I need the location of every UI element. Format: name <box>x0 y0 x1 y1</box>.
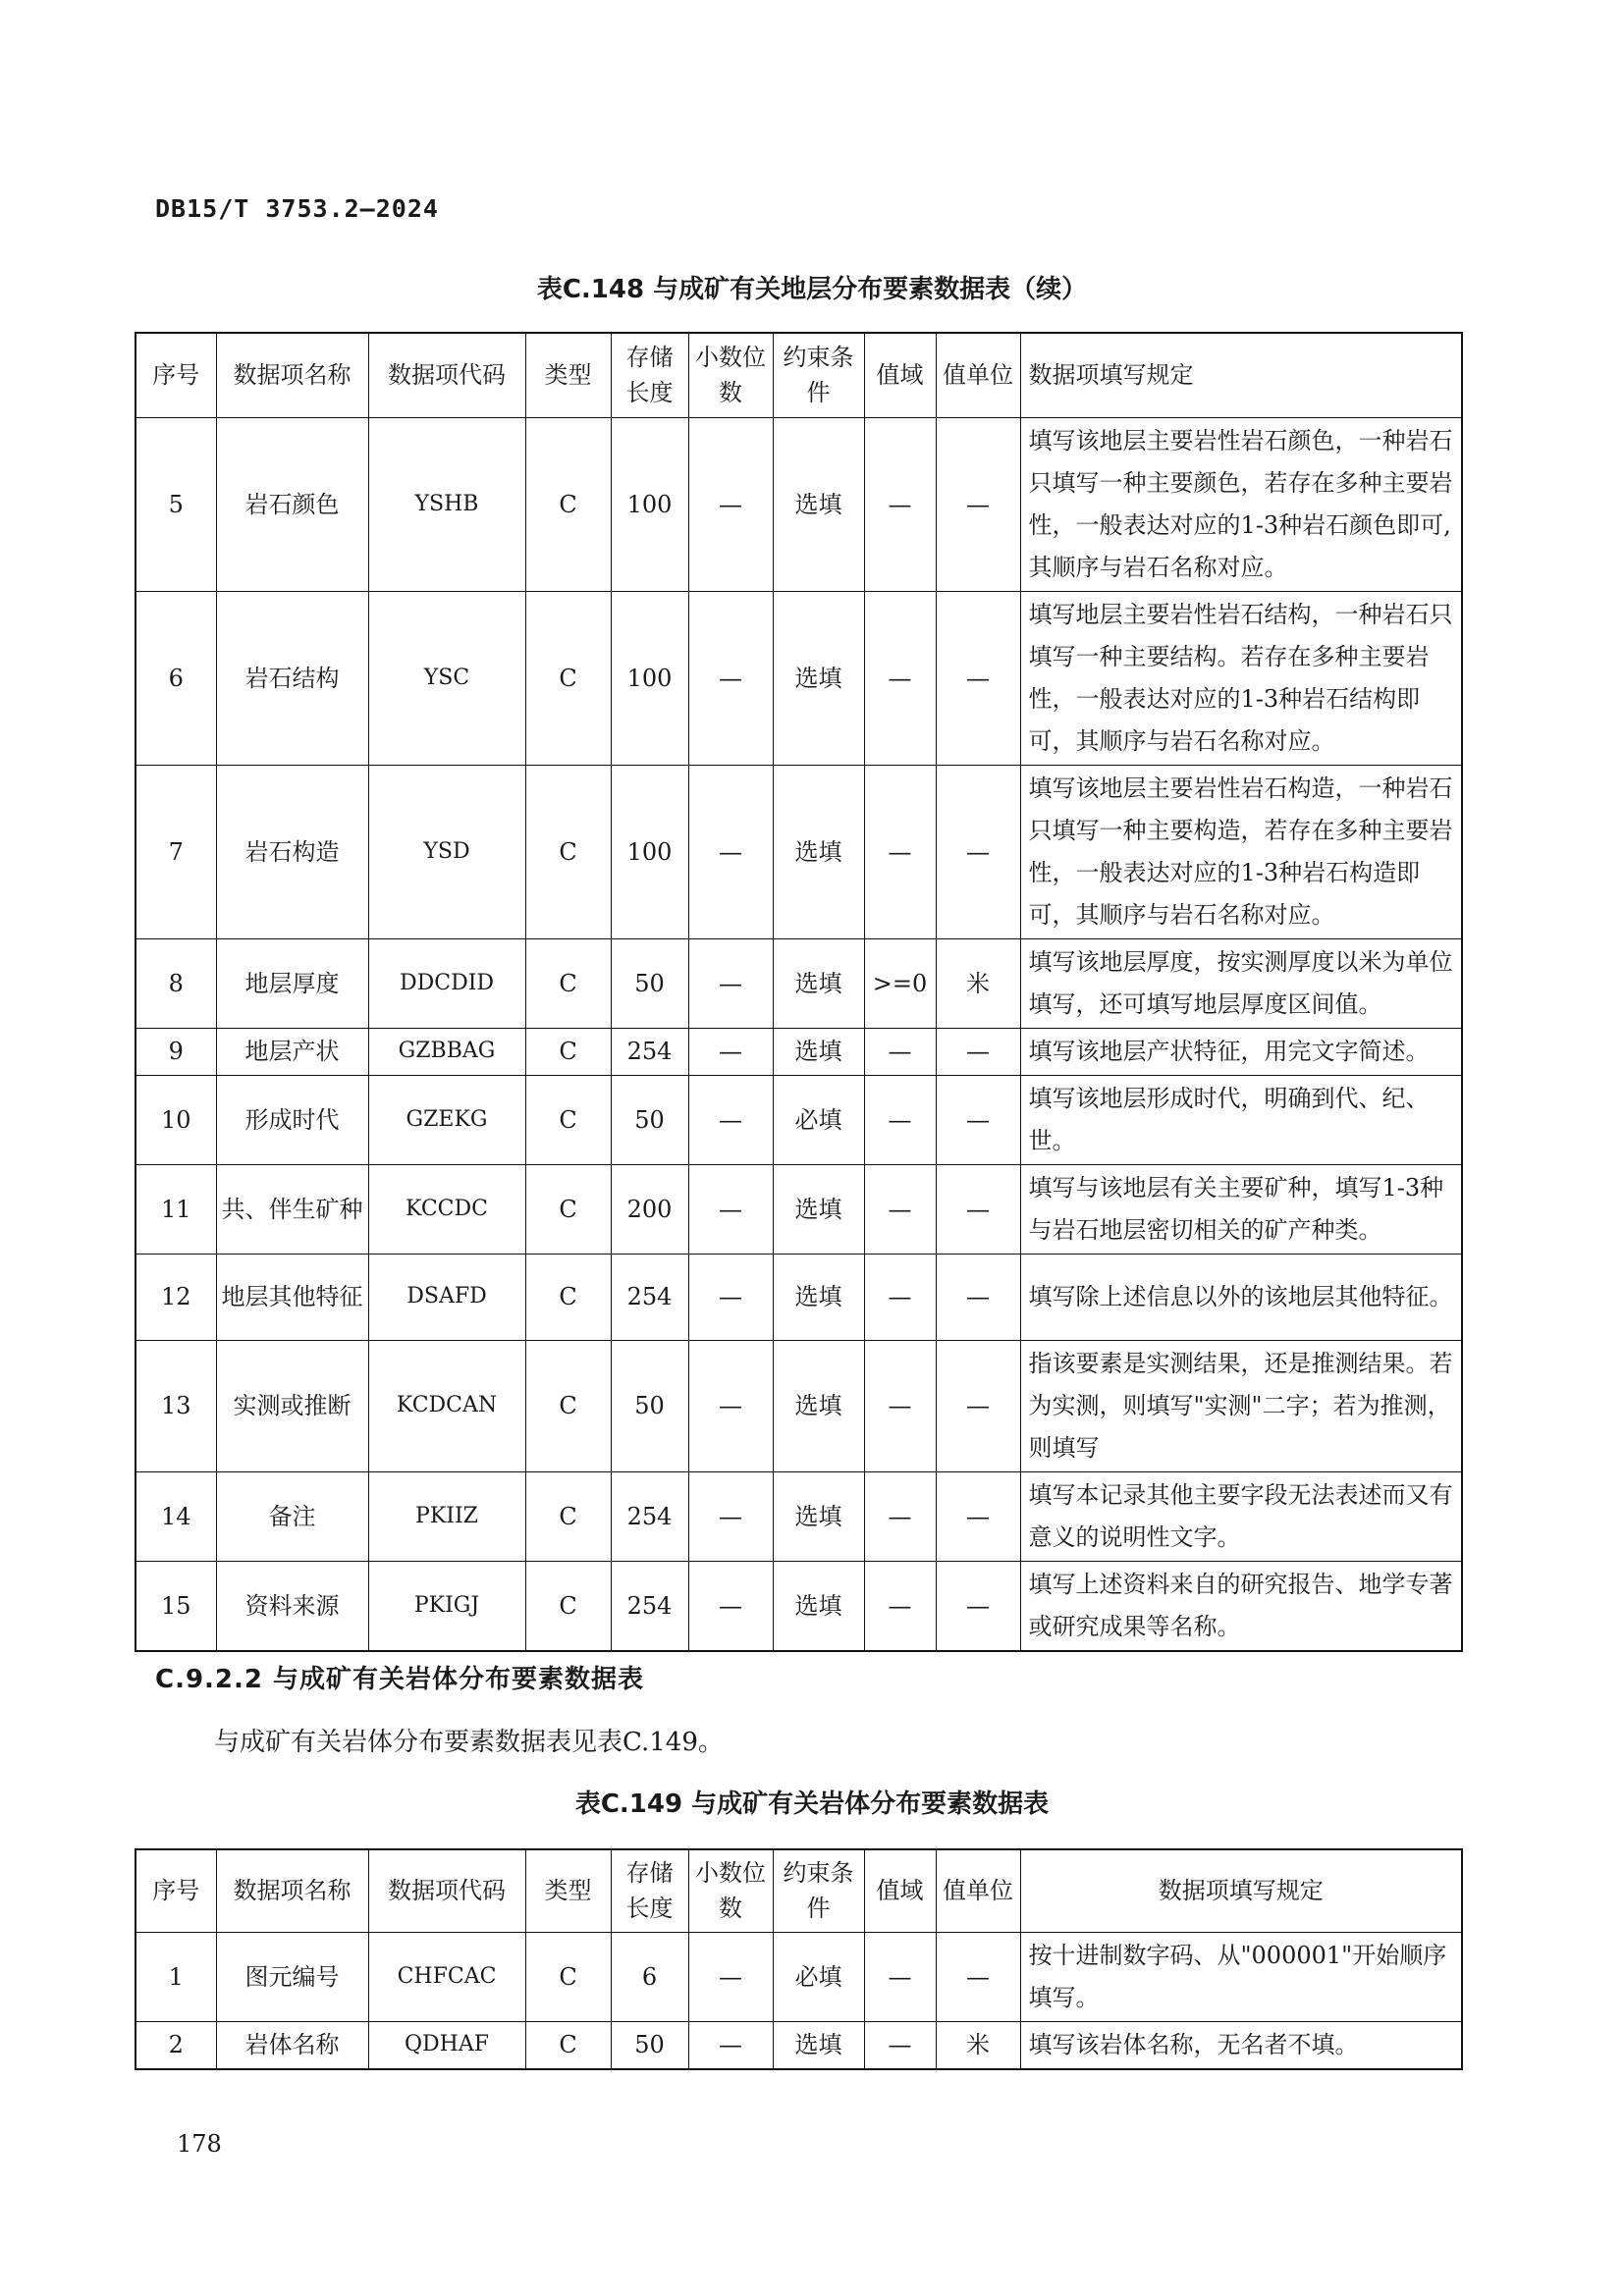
cell-rule: 填写该地层产状特征，用完文字简述。 <box>1020 1028 1462 1075</box>
header-cell: 小数位数 <box>688 1849 773 1932</box>
header-cell: 数据项填写规定 <box>1020 333 1462 417</box>
cell-item-code: YSHB <box>368 417 525 591</box>
header-cell: 序号 <box>135 1849 216 1932</box>
cell-constraint: 必填 <box>773 1075 864 1164</box>
cell-index: 12 <box>135 1254 216 1340</box>
cell-domain: — <box>864 1075 936 1164</box>
cell-unit: — <box>936 1075 1020 1164</box>
table-row <box>135 2021 1462 2069</box>
cell-length: 50 <box>611 1075 688 1164</box>
cell-item-code: YSD <box>368 765 525 938</box>
cell-index: 1 <box>135 1932 216 2021</box>
standard-code: DB15/T 3753.2—2024 <box>155 194 439 223</box>
header-cell: 存储长度 <box>611 333 688 417</box>
cell-rule: 填写该地层厚度，按实测厚度以米为单位填写，还可填写地层厚度区间值。 <box>1020 938 1462 1028</box>
header-cell: 值单位 <box>936 1849 1020 1932</box>
cell-item-name: 岩体名称 <box>216 2021 368 2069</box>
cell-item-code: GZEKG <box>368 1075 525 1164</box>
cell-constraint: 选填 <box>773 938 864 1028</box>
cell-item-code: DSAFD <box>368 1254 525 1340</box>
cell-decimals: — <box>688 765 773 938</box>
cell-unit: — <box>936 1028 1020 1075</box>
cell-rule: 填写地层主要岩性岩石结构，一种岩石只填写一种主要结构。若存在多种主要岩性，一般表达对应的1-3种岩石结构即可，其顺序与岩石名称对应。 <box>1020 591 1462 765</box>
cell-unit: — <box>936 765 1020 938</box>
cell-unit: — <box>936 1254 1020 1340</box>
cell-item-name: 地层厚度 <box>216 938 368 1028</box>
header-cell: 类型 <box>525 1849 611 1932</box>
cell-decimals: — <box>688 591 773 765</box>
cell-item-name: 图元编号 <box>216 1932 368 2021</box>
cell-domain: — <box>864 2021 936 2069</box>
cell-constraint: 选填 <box>773 1340 864 1471</box>
cell-decimals: — <box>688 2021 773 2069</box>
cell-decimals: — <box>688 1340 773 1471</box>
table-row <box>135 1932 1462 2021</box>
cell-constraint: 选填 <box>773 1471 864 1561</box>
cell-domain: — <box>864 1340 936 1471</box>
cell-type: C <box>525 1340 611 1471</box>
table-row <box>135 1471 1462 1561</box>
cell-decimals: — <box>688 1561 773 1651</box>
header-cell: 数据项代码 <box>368 333 525 417</box>
cell-length: 254 <box>611 1561 688 1651</box>
cell-type: C <box>525 2021 611 2069</box>
header-cell: 约束条件 <box>773 333 864 417</box>
cell-item-name: 岩石结构 <box>216 591 368 765</box>
cell-length: 254 <box>611 1471 688 1561</box>
cell-item-code: KCDCAN <box>368 1340 525 1471</box>
body-paragraph: 与成矿有关岩体分布要素数据表见表C.149。 <box>214 1728 724 1757</box>
cell-type: C <box>525 417 611 591</box>
table-row <box>135 417 1462 591</box>
table-row <box>135 1254 1462 1340</box>
cell-index: 9 <box>135 1028 216 1075</box>
cell-rule: 填写该地层主要岩性岩石构造，一种岩石只填写一种主要构造，若存在多种主要岩性，一般表达对应的1-3种岩石构造即可，其顺序与岩石名称对应。 <box>1020 765 1462 938</box>
cell-index: 5 <box>135 417 216 591</box>
cell-decimals: — <box>688 1028 773 1075</box>
header-cell: 小数位数 <box>688 333 773 417</box>
cell-constraint: 选填 <box>773 2021 864 2069</box>
cell-item-name: 岩石构造 <box>216 765 368 938</box>
cell-item-name: 备注 <box>216 1471 368 1561</box>
table-row <box>135 1075 1462 1164</box>
cell-domain: — <box>864 591 936 765</box>
cell-index: 13 <box>135 1340 216 1471</box>
header-cell: 数据项填写规定 <box>1020 1849 1462 1932</box>
cell-type: C <box>525 1254 611 1340</box>
cell-domain: — <box>864 1164 936 1254</box>
cell-rule: 指该要素是实测结果，还是推测结果。若为实测，则填写"实测"二字；若为推测，则填写 <box>1020 1340 1462 1471</box>
cell-unit: 米 <box>936 938 1020 1028</box>
cell-length: 254 <box>611 1028 688 1075</box>
cell-domain: — <box>864 417 936 591</box>
cell-length: 100 <box>611 417 688 591</box>
cell-constraint: 选填 <box>773 1028 864 1075</box>
cell-item-code: PKIGJ <box>368 1561 525 1651</box>
table-caption: 表C.148 与成矿有关地层分布要素数据表（续） <box>536 275 1088 304</box>
cell-unit: — <box>936 1561 1020 1651</box>
cell-index: 7 <box>135 765 216 938</box>
cell-unit: — <box>936 1932 1020 2021</box>
table-row <box>135 1340 1462 1471</box>
cell-length: 100 <box>611 765 688 938</box>
cell-constraint: 选填 <box>773 591 864 765</box>
table-row <box>135 591 1462 765</box>
cell-domain: >=0 <box>864 938 936 1028</box>
cell-item-code: PKIIZ <box>368 1471 525 1561</box>
cell-length: 254 <box>611 1254 688 1340</box>
data-table <box>135 332 1463 1652</box>
header-cell: 值单位 <box>936 333 1020 417</box>
header-cell: 约束条件 <box>773 1849 864 1932</box>
cell-index: 6 <box>135 591 216 765</box>
cell-unit: — <box>936 1471 1020 1561</box>
cell-index: 10 <box>135 1075 216 1164</box>
cell-index: 15 <box>135 1561 216 1651</box>
cell-constraint: 选填 <box>773 417 864 591</box>
cell-rule: 填写该岩体名称，无名者不填。 <box>1020 2021 1462 2069</box>
cell-rule: 填写除上述信息以外的该地层其他特征。 <box>1020 1254 1462 1340</box>
cell-length: 200 <box>611 1164 688 1254</box>
cell-decimals: — <box>688 1932 773 2021</box>
cell-decimals: — <box>688 938 773 1028</box>
cell-item-code: KCCDC <box>368 1164 525 1254</box>
cell-item-name: 实测或推断 <box>216 1340 368 1471</box>
cell-domain: — <box>864 1471 936 1561</box>
table-row <box>135 765 1462 938</box>
header-cell: 数据项名称 <box>216 333 368 417</box>
cell-index: 8 <box>135 938 216 1028</box>
page-number: 178 <box>177 2130 222 2158</box>
cell-constraint: 选填 <box>773 1561 864 1651</box>
cell-item-name: 形成时代 <box>216 1075 368 1164</box>
cell-rule: 填写该地层主要岩性岩石颜色，一种岩石只填写一种主要颜色，若存在多种主要岩性，一般表达对应的1-3种岩石颜色即可,其顺序与岩石名称对应。 <box>1020 417 1462 591</box>
cell-unit: — <box>936 1340 1020 1471</box>
cell-unit: — <box>936 1164 1020 1254</box>
cell-type: C <box>525 1471 611 1561</box>
cell-item-name: 地层其他特征 <box>216 1254 368 1340</box>
cell-item-name: 共、伴生矿种 <box>216 1164 368 1254</box>
cell-constraint: 选填 <box>773 765 864 938</box>
header-cell: 数据项名称 <box>216 1849 368 1932</box>
data-table <box>135 1848 1463 2070</box>
cell-item-name: 地层产状 <box>216 1028 368 1075</box>
cell-type: C <box>525 1028 611 1075</box>
cell-item-code: CHFCAC <box>368 1932 525 2021</box>
cell-item-code: GZBBAG <box>368 1028 525 1075</box>
table-row <box>135 938 1462 1028</box>
cell-domain: — <box>864 1932 936 2021</box>
cell-index: 14 <box>135 1471 216 1561</box>
header-cell: 值域 <box>864 333 936 417</box>
cell-unit: 米 <box>936 2021 1020 2069</box>
cell-rule: 填写上述资料来自的研究报告、地学专著或研究成果等名称。 <box>1020 1561 1462 1651</box>
cell-type: C <box>525 591 611 765</box>
cell-length: 100 <box>611 591 688 765</box>
cell-type: C <box>525 1164 611 1254</box>
cell-item-code: YSC <box>368 591 525 765</box>
cell-constraint: 选填 <box>773 1254 864 1340</box>
cell-type: C <box>525 1932 611 2021</box>
cell-domain: — <box>864 1561 936 1651</box>
cell-index: 11 <box>135 1164 216 1254</box>
cell-unit: — <box>936 591 1020 765</box>
cell-constraint: 选填 <box>773 1164 864 1254</box>
cell-decimals: — <box>688 417 773 591</box>
cell-type: C <box>525 938 611 1028</box>
cell-length: 6 <box>611 1932 688 2021</box>
cell-constraint: 必填 <box>773 1932 864 2021</box>
cell-rule: 按十进制数字码、从"000001"开始顺序填写。 <box>1020 1932 1462 2021</box>
cell-length: 50 <box>611 1340 688 1471</box>
cell-type: C <box>525 1561 611 1651</box>
table-header-row <box>135 1849 1462 1932</box>
header-cell: 类型 <box>525 333 611 417</box>
cell-index: 2 <box>135 2021 216 2069</box>
cell-type: C <box>525 765 611 938</box>
cell-rule: 填写本记录其他主要字段无法表述而又有意义的说明性文字。 <box>1020 1471 1462 1561</box>
cell-rule: 填写该地层形成时代，明确到代、纪、世。 <box>1020 1075 1462 1164</box>
cell-type: C <box>525 1075 611 1164</box>
header-cell: 序号 <box>135 333 216 417</box>
header-cell: 存储长度 <box>611 1849 688 1932</box>
header-cell: 数据项代码 <box>368 1849 525 1932</box>
cell-decimals: — <box>688 1471 773 1561</box>
cell-unit: — <box>936 417 1020 591</box>
cell-item-name: 岩石颜色 <box>216 417 368 591</box>
cell-item-code: DDCDID <box>368 938 525 1028</box>
cell-rule: 填写与该地层有关主要矿种，填写1-3种与岩石地层密切相关的矿产种类。 <box>1020 1164 1462 1254</box>
cell-decimals: — <box>688 1164 773 1254</box>
cell-domain: — <box>864 1028 936 1075</box>
table-row <box>135 1561 1462 1651</box>
header-cell: 值域 <box>864 1849 936 1932</box>
table-caption: 表C.149 与成矿有关岩体分布要素数据表 <box>574 1789 1050 1819</box>
cell-decimals: — <box>688 1254 773 1340</box>
cell-item-code: QDHAF <box>368 2021 525 2069</box>
cell-item-name: 资料来源 <box>216 1561 368 1651</box>
table-row <box>135 1028 1462 1075</box>
cell-domain: — <box>864 1254 936 1340</box>
cell-decimals: — <box>688 1075 773 1164</box>
cell-length: 50 <box>611 2021 688 2069</box>
cell-domain: — <box>864 765 936 938</box>
table-row <box>135 1164 1462 1254</box>
cell-length: 50 <box>611 938 688 1028</box>
section-heading: C.9.2.2 与成矿有关岩体分布要素数据表 <box>155 1665 645 1694</box>
table-header-row <box>135 333 1462 417</box>
